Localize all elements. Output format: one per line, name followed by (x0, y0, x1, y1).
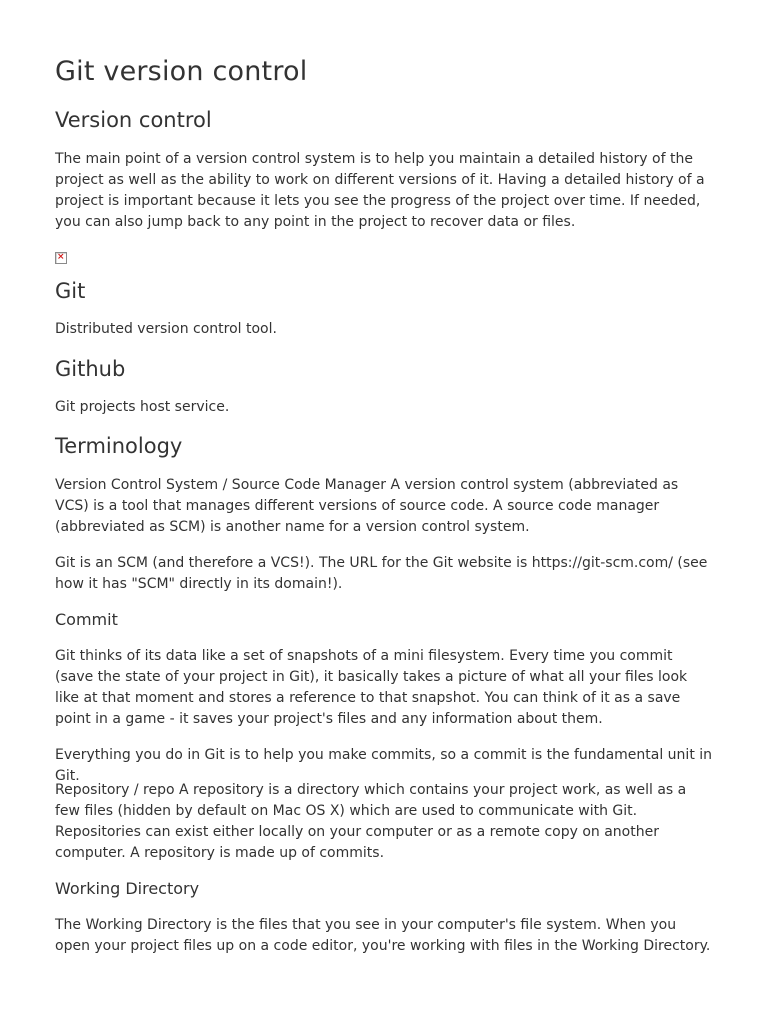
broken-image (55, 249, 713, 268)
heading-terminology: Terminology (55, 434, 183, 458)
github-text: Git projects host service. (55, 399, 230, 415)
paragraph-commit-3 (55, 780, 713, 864)
paragraph-version-control (55, 149, 713, 233)
heading-commit: Commit (55, 610, 118, 629)
section-working-directory (55, 879, 713, 899)
paragraph-terminology-2 (55, 553, 713, 595)
section-version-control (55, 107, 713, 133)
terminology-text-2: Git is an SCM (and therefore a VCS!). The URL for the Git website is https://git-scm.com/ (see how it has "SCM" directly in its domain!). (55, 555, 708, 592)
paragraph-terminology-1 (55, 475, 713, 538)
heading-git: Git (55, 279, 86, 303)
paragraph-commit-1 (55, 646, 713, 730)
commit-text-3: Repository / repo A repository is a directory which contains your project work, as well as a few files (hidden by default on Mac OS X) which are used to communicate with Git. Repositories can exist either locally on your computer or as a remote copy on another computer. A repository is made up of commits. (55, 782, 687, 861)
commit-text-2: Everything you do in Git is to help you make commits, so a commit is the fundamental unit in Git. (55, 747, 713, 784)
terminology-text-1: Version Control System / Source Code Manager A version control system (abbreviated as VCS) is a tool that manages different versions of source code. A source code manager (abbreviated as SCM) is another name for a version control system. (55, 477, 679, 535)
heading-version-control: Version control (55, 108, 212, 132)
section-terminology (55, 433, 713, 459)
broken-image-icon: × (55, 252, 67, 264)
heading-working-directory: Working Directory (55, 879, 200, 898)
section-commit (55, 610, 713, 630)
section-github (55, 356, 713, 382)
git-text: Distributed version control tool. (55, 321, 277, 337)
paragraph-working-directory (55, 915, 713, 957)
paragraph-github (55, 397, 713, 418)
paragraph-git (55, 319, 713, 340)
heading-github: Github (55, 357, 126, 381)
commit-text-1: Git thinks of its data like a set of snapshots of a mini filesystem. Every time you commit (save the state of your project in Git), it basically takes a picture of what all your files look like at that moment and stores a reference to that snapshot. You can think of it as a save point in a game - it saves your project's files and any information about them. (55, 648, 688, 727)
version-control-text: The main point of a version control system is to help you maintain a detailed history of the project as well as the ability to work on different versions of it. Having a detailed history of a project is important because it lets you see the progress of the project over time. If needed, you can also jump back to any point in the project to recover data or files. (55, 151, 705, 230)
working-directory-text: The Working Directory is the files that you see in your computer's file system. When you open your project files up on a code editor, you're working with files in the Working Directory. (55, 917, 711, 954)
section-git (55, 278, 713, 304)
page-title: Git version control (55, 56, 308, 87)
